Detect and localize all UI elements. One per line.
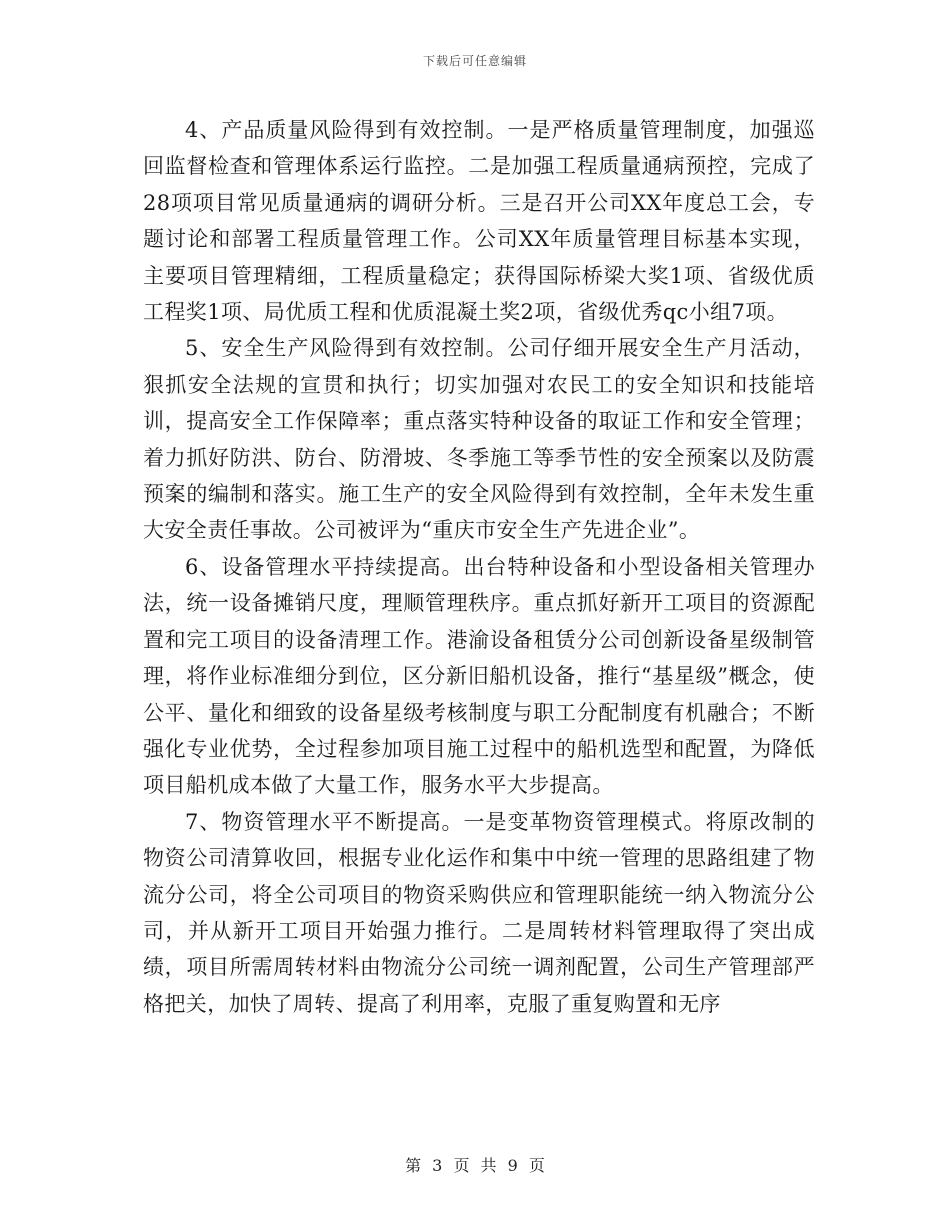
- paragraph-safety-production: 5、安全生产风险得到有效控制。公司仔细开展安全生产月活动，狠抓安全法规的宣贯和执行；切实加强对农民工的安全知识和技能培训，提高安全工作保障率；重点落实特种设备的取证工作和安全管理；着力抓好防洪、防台、防滑坡、冬季施工等季节性的安全预案以及防震预案的编制和落实。施工生产的安全风险得到有效控制，全年未发生重大安全责任事故。公司被评为“重庆市安全生产先进企业”。: [143, 336, 815, 543]
- document-body: [143, 112, 815, 1022]
- paragraph-equipment-management: 6、设备管理水平持续提高。出台特种设备和小型设备相关管理办法，统一设备摊销尺度，理顺管理秩序。重点抓好新开工项目的资源配置和完工项目的设备清理工作。港渝设备租赁分公司创新设备星级制管理，将作业标准细分到位，区分新旧船机设备，推行“基星级”概念，使公平、量化和细致的设备星级考核制度与职工分配制度有机融合；不断强化专业优势，全过程参加项目施工过程中的船机选型和配置，为降低项目船机成本做了大量工作，服务水平大步提高。: [143, 554, 815, 798]
- page-number-footer: 第 3 页 共 9 页: [405, 1156, 545, 1175]
- paragraph-material-management: 7、物资管理水平不断提高。一是变革物资管理模式。将原改制的物资公司清算收回，根据专业化运作和集中中统一管理的思路组建了物流分公司，将全公司项目的物资采购供应和管理职能统一纳入物流分公司，并从新开工项目开始强力推行。二是周转材料管理取得了突出成绩，项目所需周转材料由物流分公司统一调剂配置，公司生产管理部严格把关，加快了周转、提高了利用率，克服了重复购置和无序: [143, 809, 815, 1016]
- page-header: 下载后可任意编辑: [422, 54, 527, 68]
- paragraph-product-quality: 4、产品质量风险得到有效控制。一是严格质量管理制度，加强巡回监督检查和管理体系运行监控。二是加强工程质量通病预控，完成了28项项目常见质量通病的调研分析。三是召开公司XX年度总工会，专题讨论和部署工程质量管理工作。公司XX年质量管理目标基本实现，主要项目管理精细，工程质量稳定；获得国际桥梁大奖1项、省级优质工程奖1项、局优质工程和优质混凝土奖2项，省级优秀qc小组7项。: [143, 118, 815, 325]
